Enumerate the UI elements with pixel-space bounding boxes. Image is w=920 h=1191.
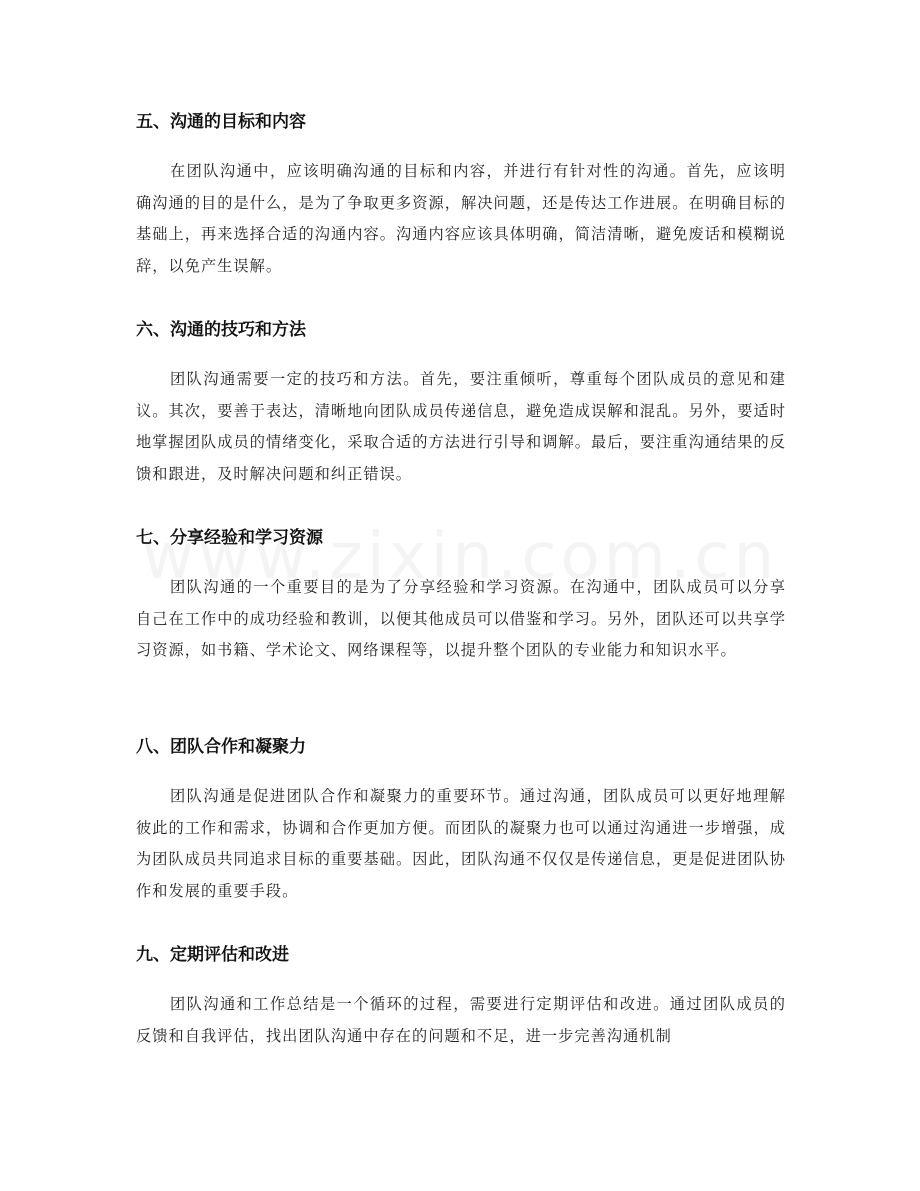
section-heading: 六、沟通的技巧和方法 xyxy=(136,320,306,340)
section-heading: 八、团队合作和凝聚力 xyxy=(136,737,306,757)
section-paragraph: 团队沟通是促进团队合作和凝聚力的重要环节。通过沟通，团队成员可以更好地理解彼此的工作和需求，协调和合作更加方便。而团队的凝聚力也可以通过沟通进一步增强，成为团队成员共同追求目标的重要基础。因此，团队沟通不仅仅是传递信息，更是促进团队协作和发展的重要手段。 xyxy=(136,787,786,901)
section-paragraph: 团队沟通需要一定的技巧和方法。首先，要注重倾听，尊重每个团队成员的意见和建议。其次，要善于表达，清晰地向团队成员传递信息，避免造成误解和混乱。另外，要适时地掌握团队成员的情绪变化，采取合适的方法进行引导和调解。最后，要注重沟通结果的反馈和跟进，及时解决问题和纠正错误。 xyxy=(136,370,786,484)
section-paragraph: 在团队沟通中，应该明确沟通的目标和内容，并进行有针对性的沟通。首先，应该明确沟通的目的是什么，是为了争取更多资源，解决问题，还是传达工作进展。在明确目标的基础上，再来选择合适的沟通内容。沟通内容应该具体明确，简洁清晰，避免废话和模糊说辞，以免产生误解。 xyxy=(136,162,786,276)
section-7 xyxy=(136,527,786,667)
section-8 xyxy=(136,736,786,908)
section-heading: 七、分享经验和学习资源 xyxy=(136,528,323,548)
section-9 xyxy=(136,944,786,1052)
section-paragraph: 团队沟通和工作总结是一个循环的过程，需要进行定期评估和改进。通过团队成员的反馈和自我评估，找出团队沟通中存在的问题和不足，进一步完善沟通机制 xyxy=(136,995,786,1045)
section-6 xyxy=(136,319,786,491)
section-5 xyxy=(136,111,786,283)
section-heading: 五、沟通的目标和内容 xyxy=(136,112,306,132)
section-paragraph: 团队沟通的一个重要目的是为了分享经验和学习资源。在沟通中，团队成员可以分享自己在工作中的成功经验和教训，以便其他成员可以借鉴和学习。另外，团队还可以共享学习资源，如书籍、学术论文、网络课程等，以提升整个团队的专业能力和知识水平。 xyxy=(136,578,786,660)
section-heading: 九、定期评估和改进 xyxy=(136,945,289,965)
